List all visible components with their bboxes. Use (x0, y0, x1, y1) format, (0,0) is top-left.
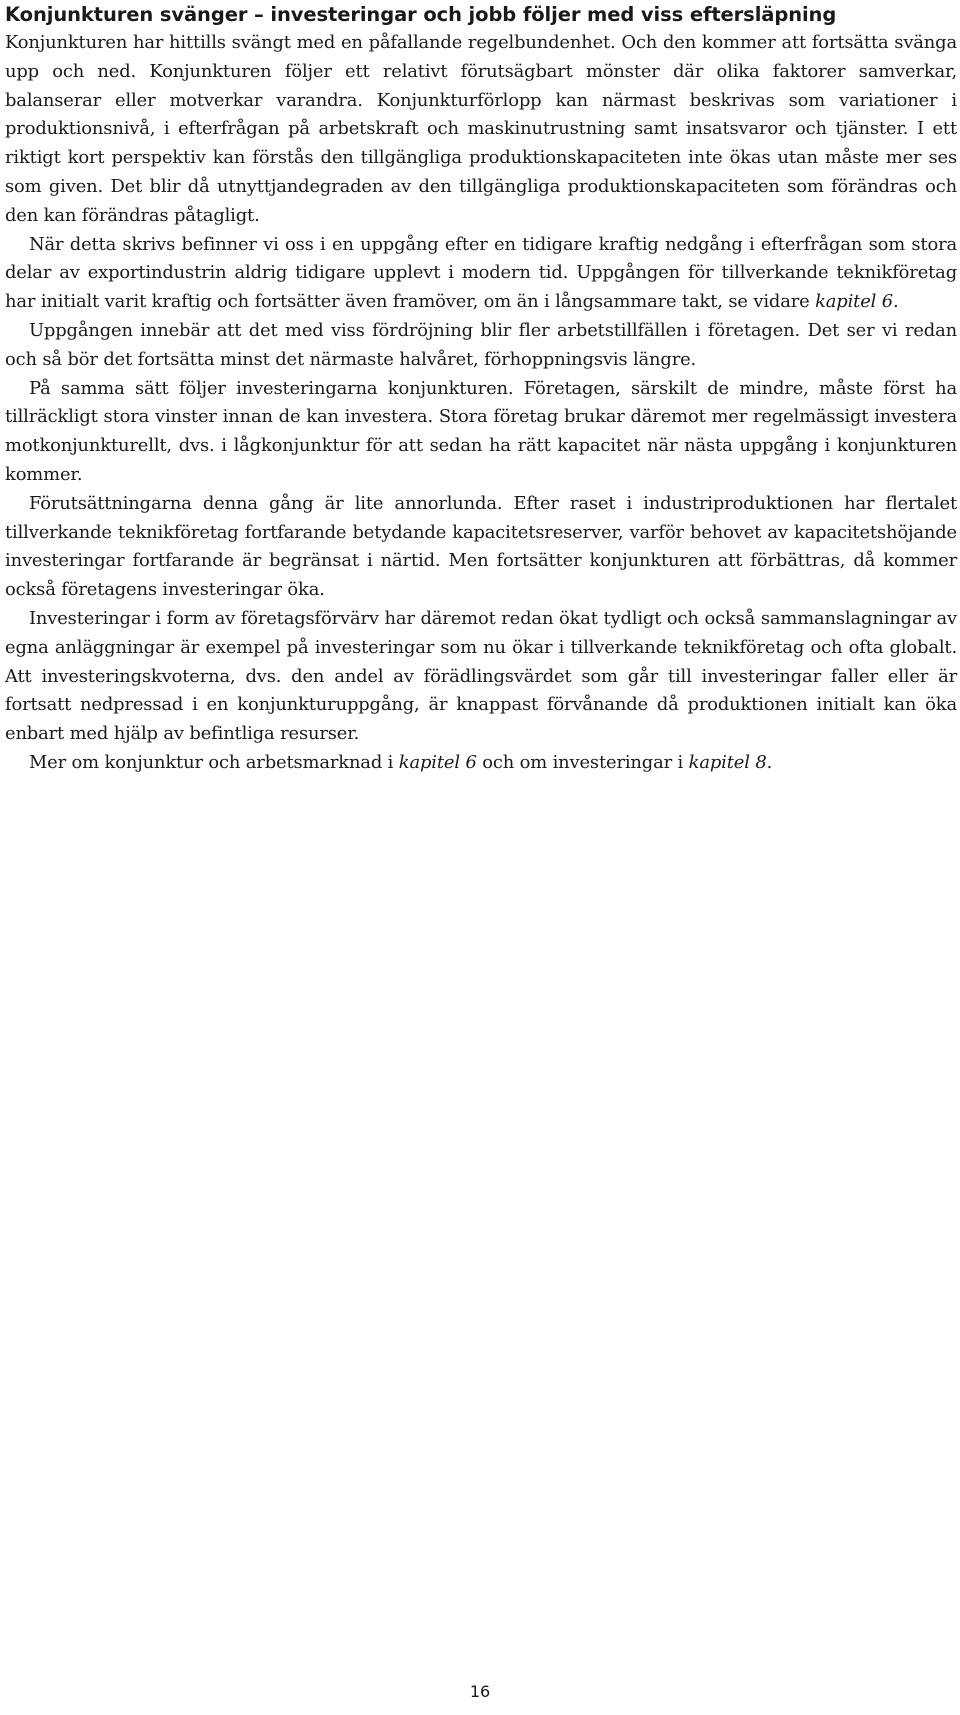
page-number: 16 (469, 1682, 491, 1701)
chapter-reference: kapitel 6 (815, 291, 893, 313)
paragraph (5, 490, 957, 605)
paragraph (5, 29, 957, 231)
text-segment: och om investeringar i (476, 751, 689, 773)
text-segment: Uppgången innebär att det med viss fördröjning blir fler arbetstillfällen i företagen. Det ser vi redan och så bör det fortsätta minst det närmaste halvåret, förhoppningsvis längre. (5, 319, 957, 370)
text-segment: . (893, 291, 899, 313)
chapter-reference: kapitel 6 (398, 751, 477, 773)
page-content (5, 0, 957, 778)
paragraph (5, 317, 957, 375)
paragraph (5, 749, 957, 778)
paragraph (5, 231, 957, 317)
text-segment: Investeringar i form av företagsförvärv har däremot redan ökat tydligt och också sammanslagningar av egna anläggningar är exempel på investeringar som nu ökar i tillverkande teknikföretag och ofta globalt. Att investeringskvoterna, dvs. den andel av förädlingsvärdet som går till investeringar faller eller är fortsatt nedpressad i en konjunkturuppgång, är knappast förvånande då produktionen initialt kan öka enbart med hjälp av befintliga resurser. (5, 607, 957, 745)
body-text (5, 29, 957, 778)
text-segment: Förutsättningarna denna gång är lite annorlunda. Efter raset i industriproduktionen har flertalet tillverkande teknikföretag fortfarande betydande kapacitetsreserver, varför behovet av kapacitetshöjande investeringar fortfarande är begränsat i närtid. Men fortsätter konjunkturen att förbättras, då kommer också företagens investeringar öka. (5, 492, 957, 601)
chapter-reference: kapitel 8 (688, 751, 767, 773)
text-segment: På samma sätt följer investeringarna konjunkturen. Företagen, särskilt de mindre, måste först ha tillräckligt stora vinster innan de kan investera. Stora företag brukar däremot mer regelmässigt investera motkonjunkturellt, dvs. i lågkonjunktur för att sedan ha rätt kapacitet när nästa uppgång i konjunkturen kommer. (5, 377, 957, 485)
paragraph (5, 605, 957, 749)
section-heading: Konjunkturen svänger – investeringar och jobb följer med viss eftersläpning (5, 3, 837, 26)
paragraph (5, 375, 957, 490)
text-segment: Konjunkturen har hittills svängt med en påfallande regelbundenhet. Och den kommer att fortsätta svänga upp och ned. Konjunkturen följer ett relativt förutsägbart mönster där olika faktorer samverkar, balanserar eller motverkar varandra. Konjunkturförlopp kan närmast beskrivas som variationer i produktionsnivå, i efterfrågan på arbetskraft och maskinutrustning samt insatsvaror och tjänster. I ett riktigt kort perspektiv kan förstås den tillgängliga produktionskapaciteten inte ökas utan måste mer ses som given. Det blir då utnyttjandegraden av den tillgängliga produktionskapaciteten som förändras och den kan förändras påtagligt. (5, 32, 957, 226)
text-segment: När detta skrivs befinner vi oss i en uppgång efter en tidigare kraftig nedgång i efterfrågan som stora delar av exportindustrin aldrig tidigare upplevt i modern tid. Uppgången för tillverkande teknikföretag har initialt varit kraftig och fortsätter även framöver, om än i långsammare takt, se vidare (5, 233, 957, 313)
text-segment: Mer om konjunktur och arbetsmarknad i (29, 751, 399, 773)
text-segment: . (766, 751, 773, 773)
